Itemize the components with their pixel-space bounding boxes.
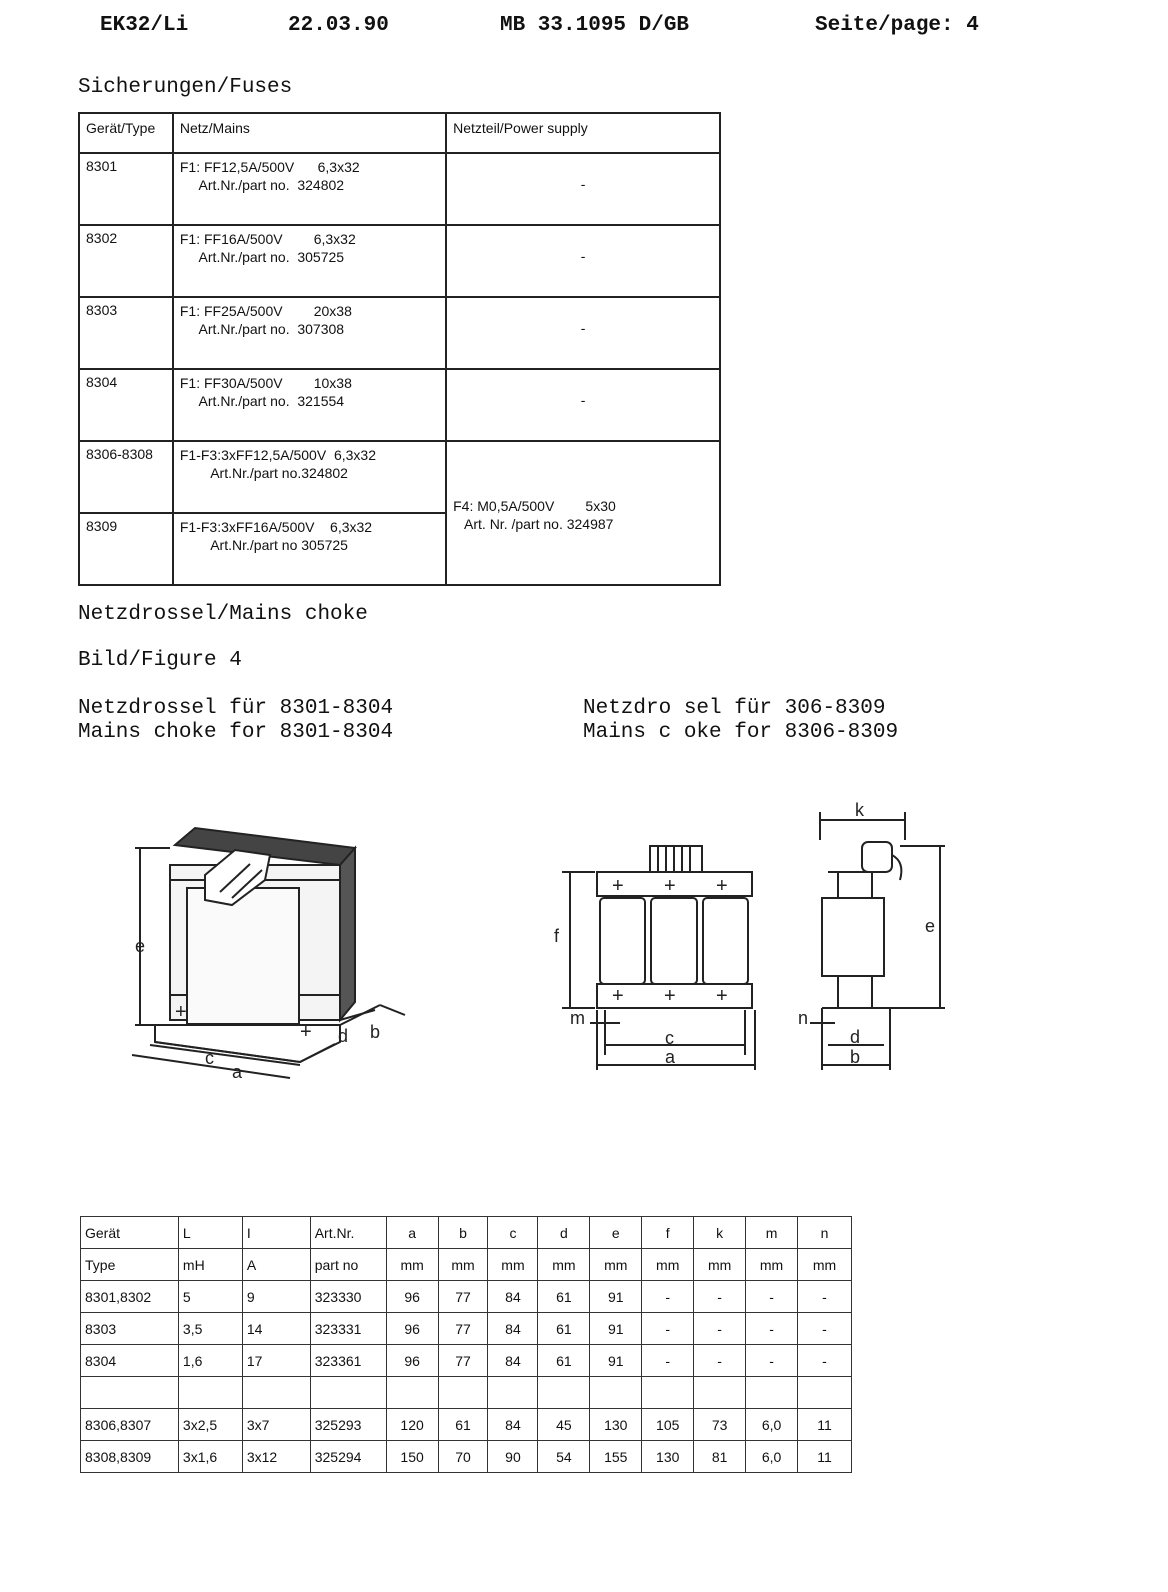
cell: 54	[538, 1441, 590, 1473]
cell	[81, 1377, 179, 1409]
cell: -	[642, 1345, 694, 1377]
cell: a	[386, 1217, 438, 1249]
cell: 77	[438, 1313, 488, 1345]
fuse-psu: -	[446, 153, 720, 225]
doc-reference: MB 33.1095 D/GB	[500, 14, 690, 37]
table-row	[81, 1313, 852, 1345]
dim-label-k: k	[855, 800, 864, 820]
cell: -	[694, 1313, 746, 1345]
cell: 130	[590, 1409, 642, 1441]
dim-label-b-right: b	[850, 1047, 861, 1067]
cell	[590, 1377, 642, 1409]
cell: mm	[386, 1249, 438, 1281]
fuse-type: 8301	[79, 153, 173, 225]
fuse-type: 8303	[79, 297, 173, 369]
cell: 77	[438, 1281, 488, 1313]
col-type: Gerät/Type	[79, 113, 173, 153]
dim-label-d-right: d	[850, 1027, 861, 1047]
choke-figure	[0, 780, 1168, 1100]
cell: I	[242, 1217, 310, 1249]
cell: 84	[488, 1313, 538, 1345]
svg-text:+: +	[612, 985, 624, 1007]
cell: 9	[242, 1281, 310, 1313]
fuse-mains: F1: FF25A/500V 20x38 Art.Nr./part no. 307308	[173, 297, 446, 369]
cell: k	[694, 1217, 746, 1249]
cell: -	[798, 1281, 852, 1313]
cell: 3x12	[242, 1441, 310, 1473]
svg-text:+: +	[300, 1021, 312, 1043]
table-row	[81, 1441, 852, 1473]
cell: mm	[694, 1249, 746, 1281]
cell: 323361	[310, 1345, 386, 1377]
cell	[310, 1377, 386, 1409]
choke-isometric-drawing	[132, 828, 405, 1078]
cell: 91	[590, 1313, 642, 1345]
cell: 325294	[310, 1441, 386, 1473]
cell: mm	[798, 1249, 852, 1281]
doc-date: 22.03.90	[288, 14, 389, 37]
fuses-header-row	[79, 113, 720, 153]
cell	[694, 1377, 746, 1409]
cell: -	[642, 1313, 694, 1345]
cell: 17	[242, 1345, 310, 1377]
dim-label-n: n	[798, 1008, 809, 1028]
page-indicator	[815, 14, 979, 37]
cell: 81	[694, 1441, 746, 1473]
page-number: 4	[966, 14, 979, 37]
cell: 1,6	[178, 1345, 242, 1377]
dim-label-b-left: b	[370, 1022, 381, 1042]
cell: 8303	[81, 1313, 179, 1345]
fuse-psu: -	[446, 369, 720, 441]
cell	[438, 1377, 488, 1409]
right-caption: Netzdro sel für 306-8309 Mains c oke for 8306-8309	[583, 697, 899, 744]
table-row	[81, 1345, 852, 1377]
cell: 61	[538, 1313, 590, 1345]
cell: d	[538, 1217, 590, 1249]
fuse-type: 8309	[79, 513, 173, 585]
cell: f	[642, 1217, 694, 1249]
cell: b	[438, 1217, 488, 1249]
cell: Art.Nr.	[310, 1217, 386, 1249]
cell: e	[590, 1217, 642, 1249]
cell: -	[798, 1313, 852, 1345]
fuse-mains: F1: FF16A/500V 6,3x32 Art.Nr./part no. 305725	[173, 225, 446, 297]
cell: L	[178, 1217, 242, 1249]
table-row	[79, 297, 720, 369]
cell: mm	[642, 1249, 694, 1281]
cell: 91	[590, 1345, 642, 1377]
cell: -	[798, 1345, 852, 1377]
dim-label-a-left: a	[232, 1062, 243, 1082]
svg-text:+: +	[612, 875, 624, 897]
cell: 323330	[310, 1281, 386, 1313]
table-row	[79, 441, 720, 513]
doc-code: EK32/Li	[100, 14, 189, 37]
cell: 84	[488, 1345, 538, 1377]
col-mains: Netz/Mains	[173, 113, 446, 153]
cell: -	[746, 1313, 798, 1345]
dim-label-e-left: e	[135, 936, 146, 956]
col-psu: Netzteil/Power supply	[446, 113, 720, 153]
cell: 96	[386, 1281, 438, 1313]
fuse-mains: F1-F3:3xFF16A/500V 6,3x32 Art.Nr./part no 305725	[173, 513, 446, 585]
cell: 77	[438, 1345, 488, 1377]
table-row	[79, 225, 720, 297]
cell: -	[642, 1281, 694, 1313]
cell: 70	[438, 1441, 488, 1473]
cell: 6,0	[746, 1409, 798, 1441]
svg-text:+: +	[664, 985, 676, 1007]
fuse-psu: -	[446, 297, 720, 369]
cell: -	[694, 1345, 746, 1377]
cell: Gerät	[81, 1217, 179, 1249]
fuse-type: 8304	[79, 369, 173, 441]
cell: 323331	[310, 1313, 386, 1345]
cell: 96	[386, 1313, 438, 1345]
dim-label-c-mid: c	[665, 1028, 674, 1048]
cell	[386, 1377, 438, 1409]
cell: 155	[590, 1441, 642, 1473]
cell: 105	[642, 1409, 694, 1441]
cell: 11	[798, 1441, 852, 1473]
table-header-row	[81, 1217, 852, 1249]
cell: 84	[488, 1409, 538, 1441]
cell: 96	[386, 1345, 438, 1377]
cell: mH	[178, 1249, 242, 1281]
cell: 84	[488, 1281, 538, 1313]
fuse-mains: F1: FF12,5A/500V 6,3x32 Art.Nr./part no. 324802	[173, 153, 446, 225]
table-row	[79, 369, 720, 441]
fuse-psu: -	[446, 225, 720, 297]
dim-label-e-right: e	[925, 916, 936, 936]
cell: mm	[488, 1249, 538, 1281]
cell: 3x2,5	[178, 1409, 242, 1441]
cell: -	[694, 1281, 746, 1313]
cell	[746, 1377, 798, 1409]
cell: 91	[590, 1281, 642, 1313]
cell: A	[242, 1249, 310, 1281]
cell: 8301,8302	[81, 1281, 179, 1313]
cell: c	[488, 1217, 538, 1249]
svg-text:+: +	[716, 985, 728, 1007]
cell: part no	[310, 1249, 386, 1281]
cell: 130	[642, 1441, 694, 1473]
cell: 6,0	[746, 1441, 798, 1473]
cell: mm	[590, 1249, 642, 1281]
chokes-table	[80, 1216, 852, 1473]
fuse-psu-shared: F4: M0,5A/500V 5x30 Art. Nr. /part no. 324987	[446, 441, 720, 585]
cell: mm	[438, 1249, 488, 1281]
cell: 325293	[310, 1409, 386, 1441]
dim-label-c-left: c	[205, 1048, 214, 1068]
cell: 8304	[81, 1345, 179, 1377]
cell	[798, 1377, 852, 1409]
cell	[642, 1377, 694, 1409]
table-row	[81, 1281, 852, 1313]
cell: 45	[538, 1409, 590, 1441]
cell: Type	[81, 1249, 179, 1281]
cell: 3,5	[178, 1313, 242, 1345]
cell: -	[746, 1281, 798, 1313]
cell: n	[798, 1217, 852, 1249]
cell: m	[746, 1217, 798, 1249]
cell: -	[746, 1345, 798, 1377]
cell: 8306,8307	[81, 1409, 179, 1441]
svg-text:+: +	[664, 875, 676, 897]
cell: mm	[538, 1249, 590, 1281]
choke-side-drawing	[810, 812, 945, 1070]
cell: 90	[488, 1441, 538, 1473]
left-caption: Netzdrossel für 8301-8304 Mains choke for 8301-8304	[78, 697, 394, 744]
fuse-type: 8306-8308	[79, 441, 173, 513]
table-header-row	[81, 1249, 852, 1281]
cell	[488, 1377, 538, 1409]
cell: 3x1,6	[178, 1441, 242, 1473]
figure-label: Bild/Figure 4	[78, 649, 242, 672]
dim-label-m: m	[570, 1008, 585, 1028]
cell: mm	[746, 1249, 798, 1281]
cell: 11	[798, 1409, 852, 1441]
page-label: Seite/page:	[815, 14, 954, 37]
cell: 14	[242, 1313, 310, 1345]
table-row	[81, 1377, 852, 1409]
fuse-mains: F1-F3:3xFF12,5A/500V 6,3x32 Art.Nr./part no.324802	[173, 441, 446, 513]
dim-label-d-left: d	[338, 1026, 349, 1046]
dim-label-a-mid: a	[665, 1047, 676, 1067]
svg-text:+: +	[175, 1001, 187, 1023]
fuses-table	[78, 112, 721, 586]
fuse-type: 8302	[79, 225, 173, 297]
cell: 8308,8309	[81, 1441, 179, 1473]
svg-text:+: +	[716, 875, 728, 897]
cell: 150	[386, 1441, 438, 1473]
fuses-title: Sicherungen/Fuses	[78, 76, 293, 99]
cell	[538, 1377, 590, 1409]
cell: 61	[438, 1409, 488, 1441]
dim-label-f: f	[554, 926, 560, 946]
cell: 61	[538, 1345, 590, 1377]
cell: 73	[694, 1409, 746, 1441]
table-row	[81, 1409, 852, 1441]
choke-title: Netzdrossel/Mains choke	[78, 603, 368, 626]
cell: 61	[538, 1281, 590, 1313]
cell: 3x7	[242, 1409, 310, 1441]
cell: 120	[386, 1409, 438, 1441]
cell	[178, 1377, 242, 1409]
cell	[242, 1377, 310, 1409]
table-row	[79, 153, 720, 225]
cell: 5	[178, 1281, 242, 1313]
fuse-mains: F1: FF30A/500V 10x38 Art.Nr./part no. 321554	[173, 369, 446, 441]
